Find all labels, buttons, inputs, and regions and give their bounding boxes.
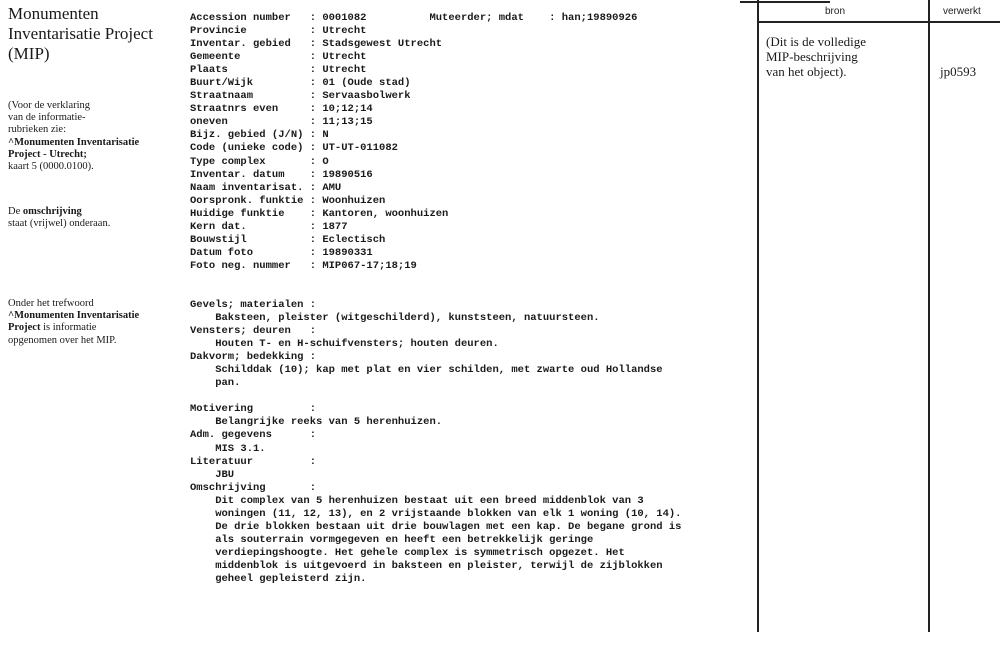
bron-header: bron xyxy=(825,6,846,17)
bron-line: (Dit is de volledige xyxy=(766,34,867,49)
bron-line: MIP-beschrijving xyxy=(766,49,858,64)
record-line: Literatuur : xyxy=(190,455,317,468)
record-line: woningen (11, 12, 13), en 2 vrijstaande blokken van elk 1 woning (10, 14). xyxy=(190,507,682,520)
mip-note xyxy=(8,298,188,347)
note-line: Onder het trefwoord xyxy=(8,298,94,309)
record-fields xyxy=(190,12,637,273)
record-field: Inventar. gebied : Stadsgewest Utrecht xyxy=(190,38,443,51)
record-line: geheel gepleisterd zijn. xyxy=(190,572,367,585)
note-reference: ^Monumenten Inventarisatie Project - Utrecht; xyxy=(8,136,140,160)
note-text: De xyxy=(8,206,23,217)
record-line: MIS 3.1. xyxy=(190,442,266,455)
record-line: Adm. gegevens : xyxy=(190,429,317,442)
record-field: Inventar. datum : 19890516 xyxy=(190,168,373,181)
note-reference: Project xyxy=(8,322,41,334)
record-field: Foto neg. nummer : MIP067-17;18;19 xyxy=(190,259,417,272)
record-line: Vensters; deuren : xyxy=(190,325,317,338)
top-rule xyxy=(740,1,830,3)
record-line: Motivering : xyxy=(190,403,317,416)
record-line xyxy=(190,390,681,403)
record-field: Datum foto : 19890331 xyxy=(190,246,373,259)
record-field: Huidige funktie : Kantoren, woonhuizen xyxy=(190,207,449,220)
note-reference: ^Monumenten Inventarisatie xyxy=(8,310,140,322)
document-title: Monumenten Inventarisatie Project (MIP) xyxy=(8,4,153,63)
record-field: Naam inventarisat. : AMU xyxy=(190,181,342,194)
explanation-note xyxy=(8,100,188,173)
record-field: Accession number : 0001082 Muteerder; mdat : han;19890926 xyxy=(190,12,638,24)
record-field: Oorspronk. funktie : Woonhuizen xyxy=(190,194,386,207)
record-field: Code (unieke code) : UT-UT-011082 xyxy=(190,142,398,155)
note-line: van de informatie- xyxy=(8,112,86,124)
column-divider xyxy=(928,0,930,632)
note-line: staat (vrijwel) onderaan. xyxy=(8,218,111,230)
note-line: opgenomen over het MIP. xyxy=(8,334,117,346)
record-line: Omschrijving : xyxy=(190,481,317,494)
record-field: Gemeente : Utrecht xyxy=(190,51,367,64)
column-divider xyxy=(757,0,759,632)
note-text: is informatie xyxy=(40,322,97,334)
verwerkt-cell: jp0593 xyxy=(940,64,977,79)
note-line: kaart 5 (0000.0100). xyxy=(8,161,94,173)
record-field: Straatnrs even : 10;12;14 xyxy=(190,103,373,116)
record-field: Plaats : Utrecht xyxy=(190,64,367,77)
record-line: Houten T- en H-schuifvensters; houten deuren. xyxy=(190,338,499,351)
bron-line: van het object). xyxy=(766,64,847,79)
record-line: JBU xyxy=(190,468,235,481)
note-line: (Voor de verklaring xyxy=(8,100,91,111)
record-line: Schilddak (10); kap met plat en vier schilden, met zwarte oud Hollandse xyxy=(190,364,663,377)
bron-cell xyxy=(766,34,926,79)
record-line: pan. xyxy=(190,377,241,390)
record-line: middenblok is uitgevoerd in baksteen en pleister, terwijl de zijblokken xyxy=(190,559,663,572)
record-line: De drie blokken bestaan uit drie bouwlagen met een kap. De begane grond is xyxy=(190,520,682,533)
record-field: Kern dat. : 1877 xyxy=(190,220,348,233)
record-field: Straatnaam : Servaasbolwerk xyxy=(190,90,411,103)
record-field: Bijz. gebied (J/N) : N xyxy=(190,129,329,142)
record-field: Bouwstijl : Eclectisch xyxy=(190,233,386,246)
record-sections xyxy=(190,299,681,586)
record-line: verdiepingshoogte. Het gehele complex is symmetrisch opgezet. Het xyxy=(190,546,625,559)
record-line: Baksteen, pleister (witgeschilderd), kunststeen, natuursteen. xyxy=(190,312,600,325)
description-note xyxy=(8,206,188,230)
record-field: Type complex : O xyxy=(190,155,329,168)
record-line: Gevels; materialen : xyxy=(190,299,317,311)
note-bold: omschrijving xyxy=(22,206,82,217)
record-line: Dit complex van 5 herenhuizen bestaat uit een breed middenblok van 3 xyxy=(190,494,644,507)
record-line: Belangrijke reeks van 5 herenhuizen. xyxy=(190,416,443,429)
record-field: Provincie : Utrecht xyxy=(190,25,367,38)
header-rule xyxy=(757,21,1000,23)
record-field: oneven : 11;13;15 xyxy=(190,116,373,129)
record-line: Dakvorm; bedekking : xyxy=(190,351,317,364)
record-field: Buurt/Wijk : 01 (Oude stad) xyxy=(190,77,411,90)
verwerkt-header: verwerkt xyxy=(943,6,981,17)
record-line: als souterrain vormgegeven en heeft een betrekkelijk geringe xyxy=(190,533,594,546)
note-line: rubrieken zie: xyxy=(8,124,67,136)
